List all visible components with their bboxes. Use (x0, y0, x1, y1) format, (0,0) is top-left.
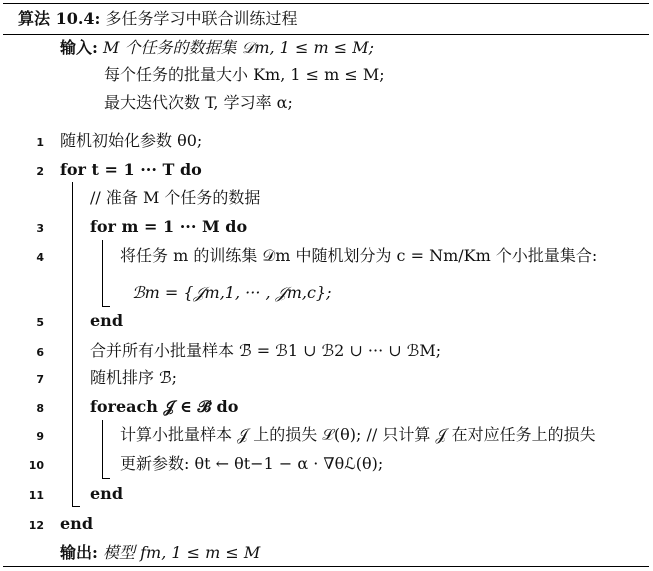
line-compute-loss: 计算小批量样本 𝒥 上的损失 ℒ(θ); // 只计算 𝒥 在对应任务上的损失 (120, 425, 596, 444)
line-end-for-t: end (60, 514, 93, 533)
line-init: 随机初始化参数 θ0; (60, 131, 203, 150)
line-partition: 将任务 m 的训练集 𝒟m 中随机划分为 c = Nm/Km 个小批量集合: (120, 246, 598, 265)
input-line-3 (104, 93, 293, 113)
line-number: 9 (36, 430, 44, 443)
line-number: 2 (36, 165, 44, 178)
line-comment-prepare: // 准备 M 个任务的数据 (90, 188, 261, 207)
output-line (60, 543, 260, 563)
input-text-1: M 个任务的数据集 𝒟m, 1 ≤ m ≤ M; (103, 38, 374, 57)
output-label: 输出: (60, 543, 98, 562)
line-number: 1 (36, 136, 44, 149)
input-label: 输入: (60, 38, 98, 57)
title-rule (3, 34, 649, 35)
line-for-t: for t = 1 ··· T do (60, 160, 202, 179)
line-number: 7 (36, 373, 44, 386)
input-line-2 (104, 65, 385, 85)
line-end-for-m: end (90, 311, 123, 330)
indent-rule-for-t-end (72, 506, 80, 507)
indent-rule-for-t (72, 182, 73, 506)
indent-rule-foreach (102, 420, 103, 478)
input-line-1 (60, 38, 374, 58)
indent-rule-for-m (102, 240, 103, 306)
line-number: 4 (36, 251, 44, 264)
algorithm-title (18, 9, 298, 29)
line-merge: 合并所有小批量样本 ℬ̄ = ℬ1 ∪ ℬ2 ∪ ··· ∪ ℬM; (90, 341, 442, 360)
indent-rule-foreach-end (102, 478, 110, 479)
line-number: 10 (28, 459, 44, 472)
output-text: 模型 fm, 1 ≤ m ≤ M (103, 543, 261, 562)
line-batch-set: ℬm = {𝒥m,1, ··· , 𝒥m,c}; (132, 283, 332, 302)
line-number: 8 (36, 402, 44, 415)
line-for-m: for m = 1 ··· M do (90, 217, 248, 236)
indent-rule-for-m-end (102, 306, 110, 307)
algorithm-label: 算法 10.4: (18, 9, 101, 28)
line-number: 5 (36, 316, 44, 329)
line-shuffle: 随机排序 ℬ̄; (90, 368, 178, 387)
line-number: 3 (36, 222, 44, 235)
input-text-2: 每个任务的批量大小 Km, 1 ≤ m ≤ M; (104, 65, 385, 84)
line-end-foreach: end (90, 484, 123, 503)
line-update: 更新参数: θt ← θt−1 − α · ∇θℒ(θ); (120, 454, 384, 473)
line-number: 12 (28, 519, 44, 532)
algorithm-title-text: 多任务学习中联合训练过程 (105, 9, 298, 28)
input-text-3: 最大迭代次数 T, 学习率 α; (104, 93, 293, 112)
line-foreach: foreach 𝒥 ∈ ℬ̄ do (90, 397, 239, 416)
line-number: 6 (36, 346, 44, 359)
line-number: 11 (28, 489, 44, 502)
